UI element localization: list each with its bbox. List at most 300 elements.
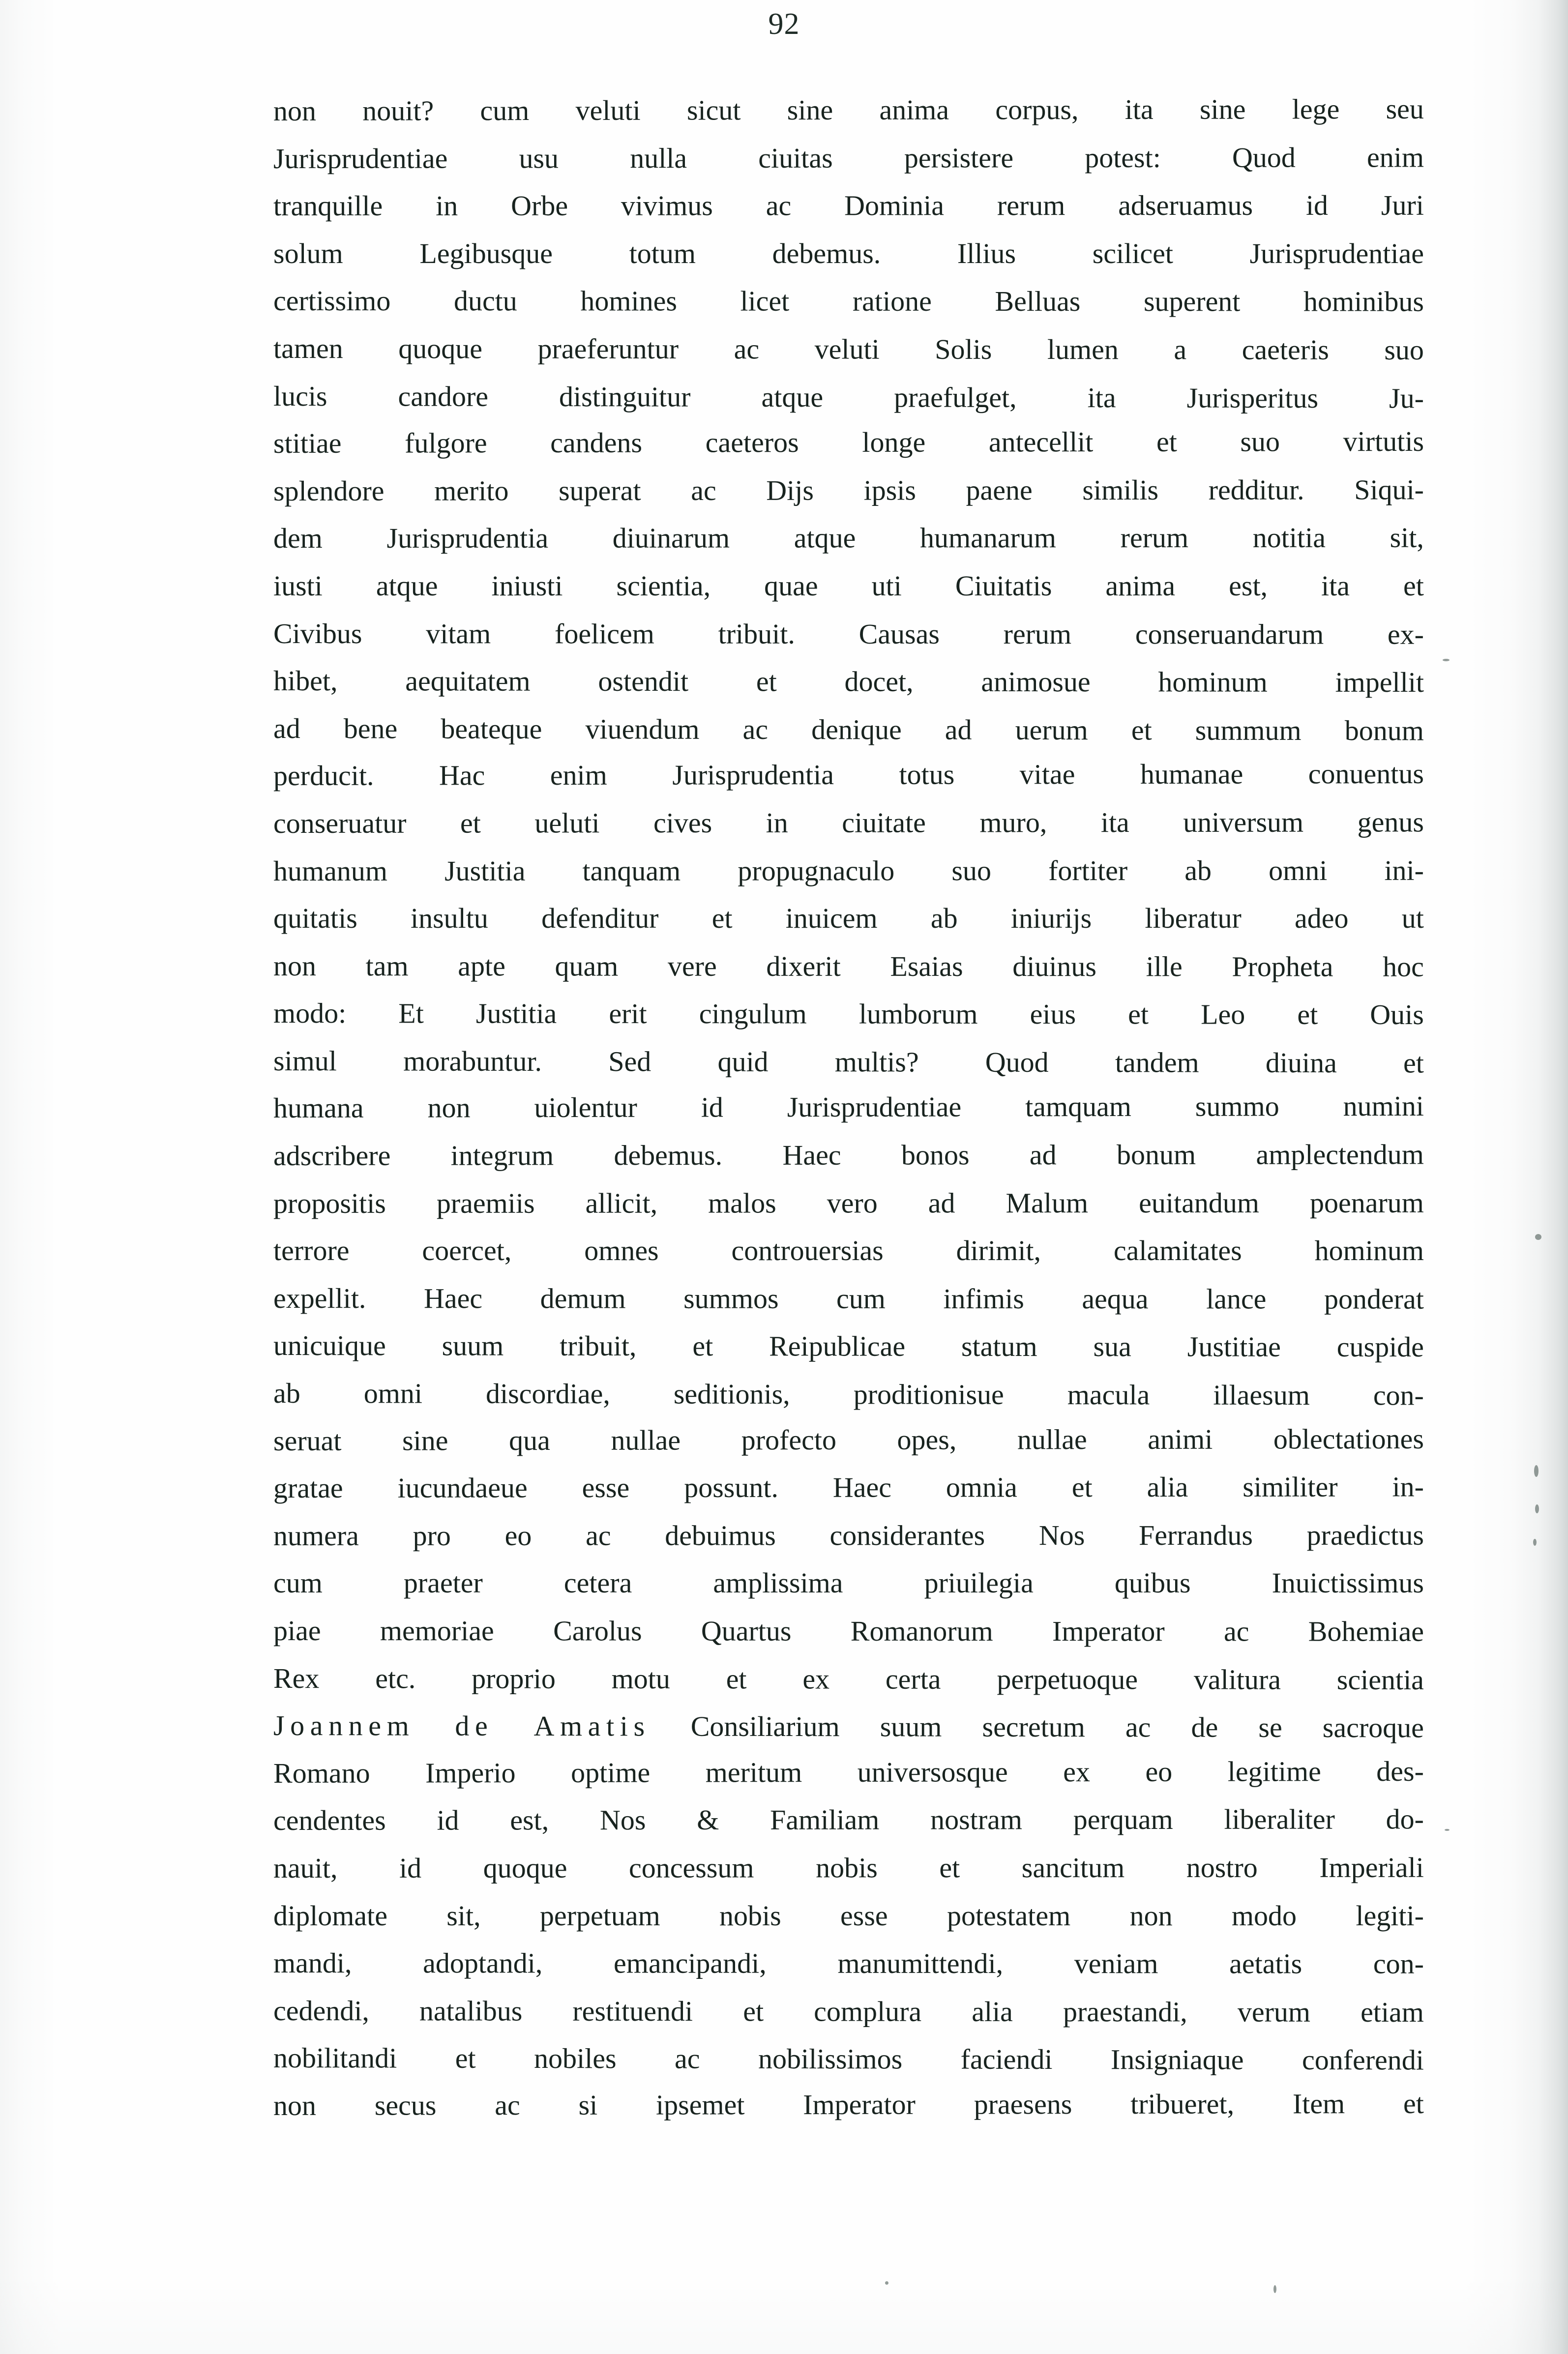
- text-line: [273, 1607, 1424, 1655]
- word: bonos: [901, 1139, 970, 1171]
- word: nobilissimos: [758, 2043, 903, 2075]
- word: adseruamus: [1118, 189, 1253, 222]
- word: debemus.: [772, 237, 881, 269]
- word: tam: [365, 949, 409, 982]
- word: totus: [899, 758, 955, 791]
- word: in: [436, 189, 458, 222]
- word: hominibus: [1303, 285, 1424, 318]
- word: insultu: [410, 902, 488, 935]
- word: longe: [862, 426, 926, 459]
- word: seruat: [273, 1424, 342, 1457]
- word: iucundaeue: [397, 1471, 528, 1504]
- word: denique: [811, 713, 902, 746]
- word: non: [273, 2089, 317, 2121]
- word: candore: [398, 380, 489, 412]
- word: cuspide: [1336, 1331, 1424, 1363]
- word: distinguitur: [559, 380, 691, 413]
- word: et: [1297, 999, 1318, 1031]
- word: id: [399, 1852, 422, 1884]
- word: ita: [1087, 381, 1116, 413]
- word: motu: [611, 1662, 670, 1695]
- text-line: [273, 1275, 1424, 1323]
- word: Belluas: [995, 285, 1081, 318]
- word: sacroque: [1322, 1711, 1424, 1744]
- word: non: [273, 949, 317, 982]
- word: aequitatem: [405, 665, 531, 697]
- word: conferendi: [1302, 2044, 1424, 2076]
- word: eius: [1030, 998, 1076, 1030]
- word: et: [692, 1330, 713, 1362]
- word: veluti: [575, 94, 641, 126]
- word: redditur.: [1208, 473, 1304, 506]
- word: sit,: [1390, 522, 1424, 554]
- word: uerum: [1015, 713, 1088, 746]
- word: faciendi: [960, 2043, 1053, 2076]
- word: Ferrandus: [1138, 1519, 1253, 1551]
- text-line: [273, 1415, 1424, 1465]
- word: uti: [871, 570, 902, 602]
- word: scientia,: [616, 569, 711, 602]
- word: dixerit: [766, 950, 841, 982]
- word: et: [460, 807, 481, 839]
- word: malos: [708, 1187, 776, 1219]
- text-line: [273, 277, 1424, 325]
- word: sancitum: [1021, 1852, 1125, 1884]
- word: Ouis: [1370, 999, 1424, 1031]
- word: allicit,: [585, 1187, 658, 1219]
- word: Joannem: [273, 1709, 415, 1742]
- word: docet,: [844, 665, 914, 698]
- word: fortiter: [1048, 854, 1128, 886]
- word: hoc: [1383, 950, 1424, 983]
- word: esse: [840, 1899, 888, 1932]
- word: scientia: [1336, 1663, 1424, 1696]
- word: priuilegia: [924, 1567, 1034, 1599]
- text-line: [273, 1987, 1424, 2036]
- word: et: [726, 1662, 747, 1695]
- word: omnes: [584, 1235, 659, 1267]
- word: ita: [1124, 93, 1154, 125]
- word: nullae: [611, 1424, 681, 1456]
- word: bene: [343, 712, 398, 745]
- text-line: [273, 1083, 1424, 1132]
- word: ac: [734, 333, 760, 365]
- word: erit: [609, 998, 647, 1030]
- word: muro,: [979, 806, 1047, 839]
- word: Imperator: [1052, 1615, 1165, 1648]
- word: et: [1403, 2087, 1424, 2119]
- text-line: [273, 1796, 1424, 1845]
- word: homines: [580, 285, 677, 317]
- word: iniusti: [491, 569, 563, 602]
- word: Amatis: [533, 1710, 651, 1742]
- word: vitam: [426, 617, 491, 649]
- word: qua: [509, 1424, 550, 1456]
- word: certissimo: [273, 285, 391, 317]
- text-line: [273, 1940, 1424, 1988]
- text-line: [273, 230, 1424, 278]
- text-line: [273, 1227, 1424, 1275]
- text-line: [273, 1892, 1424, 1940]
- scan-speck: [1534, 1465, 1538, 1477]
- word: quae: [764, 570, 818, 602]
- word: Causas: [858, 618, 940, 650]
- word: cingulum: [699, 998, 807, 1030]
- word: sit,: [446, 1899, 481, 1932]
- word: hominum: [1158, 666, 1268, 698]
- text-line: [273, 798, 1424, 847]
- word: dem: [273, 522, 323, 555]
- scan-speck: [1443, 659, 1450, 661]
- text-line: [273, 1370, 1424, 1419]
- word: complura: [814, 1995, 922, 2028]
- word: potestatem: [947, 1899, 1071, 1932]
- word: alia: [972, 1995, 1013, 2028]
- word: praefulget,: [894, 381, 1017, 413]
- word: rerum: [1120, 522, 1189, 554]
- word: Quod: [985, 1046, 1049, 1078]
- word: valitura: [1193, 1663, 1281, 1696]
- word: ac: [495, 2089, 520, 2121]
- word: stitiae: [273, 427, 342, 460]
- word: considerantes: [829, 1519, 985, 1552]
- word: sine: [1199, 93, 1246, 125]
- word: nouit?: [362, 94, 434, 127]
- word: quam: [555, 950, 619, 982]
- word: suum: [880, 1710, 942, 1743]
- word: et: [1071, 1471, 1093, 1503]
- word: oblectationes: [1273, 1422, 1424, 1455]
- word: omni: [363, 1377, 423, 1410]
- word: ratione: [852, 285, 932, 318]
- word: cetera: [563, 1567, 632, 1599]
- word: non: [427, 1091, 471, 1124]
- word: rerum: [997, 189, 1065, 222]
- word: Propheta: [1232, 950, 1333, 983]
- text-line: [273, 1131, 1424, 1179]
- word: humanarum: [919, 522, 1057, 554]
- word: ad: [273, 712, 300, 744]
- word: discordiae,: [485, 1377, 610, 1410]
- word: Malum: [1006, 1186, 1089, 1219]
- word: Rex: [273, 1662, 320, 1694]
- text-line: [273, 942, 1424, 991]
- text-line: [273, 1748, 1424, 1797]
- word: Juri: [1381, 189, 1424, 222]
- word: ac: [691, 474, 716, 506]
- word: Imperiali: [1319, 1851, 1424, 1883]
- word: Quod: [1232, 141, 1296, 174]
- word: et: [1131, 714, 1152, 746]
- word: fulgore: [405, 427, 487, 459]
- word: apte: [458, 949, 505, 982]
- word: et: [1128, 998, 1149, 1030]
- word: cum: [273, 1567, 323, 1599]
- word: hibet,: [273, 665, 338, 697]
- word: con-: [1373, 1947, 1424, 1980]
- word: ab: [930, 902, 958, 935]
- word: meritum: [705, 1756, 802, 1789]
- word: persistere: [904, 141, 1014, 174]
- word: impellit: [1335, 666, 1424, 699]
- word: praedictus: [1306, 1519, 1424, 1551]
- word: amplissima: [713, 1567, 843, 1599]
- word: statum: [961, 1330, 1037, 1363]
- word: si: [578, 2089, 598, 2121]
- word: simul: [273, 1044, 337, 1077]
- word: tribuit.: [718, 618, 795, 650]
- word: Et: [398, 997, 424, 1030]
- word: non: [1129, 1899, 1173, 1932]
- word: lumborum: [858, 998, 978, 1030]
- word: Insigniaque: [1110, 2043, 1244, 2076]
- word: atque: [761, 381, 824, 413]
- word: adeo: [1295, 902, 1349, 935]
- word: scilicet: [1092, 237, 1173, 269]
- word: hominum: [1314, 1235, 1424, 1267]
- word: Romano: [273, 1757, 370, 1789]
- word: Quartus: [701, 1615, 792, 1647]
- text-line: [273, 86, 1424, 135]
- body-text-block: [273, 88, 1424, 2130]
- word: seditionis,: [673, 1378, 790, 1411]
- word: anima: [1105, 570, 1176, 602]
- word: Esaias: [890, 950, 963, 982]
- word: de: [455, 1709, 494, 1742]
- word: atque: [376, 569, 438, 602]
- word: emancipandi,: [613, 1947, 767, 1979]
- text-line: [273, 1702, 1424, 1752]
- word: superat: [559, 474, 641, 507]
- word: a: [1174, 333, 1187, 366]
- word: Inuictissimus: [1272, 1567, 1424, 1599]
- word: ostendit: [598, 665, 689, 698]
- scan-speck: [885, 2281, 888, 2285]
- word: memoriae: [380, 1615, 494, 1647]
- word: praestandi,: [1063, 1995, 1187, 2028]
- text-line: [273, 1512, 1424, 1560]
- word: illaesum: [1213, 1379, 1310, 1412]
- word: in-: [1392, 1471, 1424, 1503]
- word: genus: [1357, 806, 1424, 838]
- word: sicut: [686, 94, 741, 126]
- word: vivimus: [621, 189, 713, 222]
- word: legitime: [1227, 1755, 1321, 1788]
- word: manumittendi,: [837, 1947, 1004, 1980]
- word: eo: [504, 1519, 532, 1552]
- word: praeter: [403, 1567, 483, 1599]
- word: eo: [1145, 1755, 1173, 1788]
- word: beateque: [441, 712, 542, 745]
- word: est,: [1229, 570, 1268, 602]
- word: Leo: [1201, 998, 1245, 1030]
- word: Siqui-: [1354, 473, 1424, 506]
- text-line: [273, 705, 1424, 755]
- word: ab: [273, 1377, 300, 1410]
- word: ad: [928, 1186, 955, 1219]
- word: similiter: [1243, 1471, 1338, 1503]
- word: et: [1403, 1047, 1424, 1079]
- word: controuersias: [731, 1235, 884, 1267]
- word: et: [939, 1852, 960, 1884]
- word: est,: [510, 1804, 549, 1836]
- word: verum: [1237, 1996, 1311, 2028]
- text-line: [273, 134, 1424, 182]
- word: potest:: [1085, 141, 1161, 174]
- word: ductu: [453, 285, 517, 317]
- word: etiam: [1361, 1996, 1424, 2028]
- word: des-: [1376, 1755, 1424, 1787]
- text-line: [273, 373, 1424, 422]
- scan-speck: [1273, 2285, 1276, 2293]
- word: inuicem: [785, 902, 878, 935]
- word: dirimit,: [956, 1235, 1041, 1267]
- word: amplectendum: [1256, 1138, 1424, 1171]
- text-line: [273, 1179, 1424, 1227]
- word: Jurisprudentiae: [1249, 237, 1424, 269]
- word: modo: [1231, 1899, 1297, 1932]
- word: ac: [742, 713, 769, 745]
- word: lege: [1292, 93, 1340, 125]
- word: optime: [571, 1756, 651, 1789]
- word: veluti: [814, 333, 880, 365]
- word: iniurijs: [1010, 902, 1092, 935]
- word: perducit.: [273, 759, 374, 792]
- word: ciuitate: [842, 806, 926, 839]
- word: ut: [1401, 902, 1424, 935]
- word: propositis: [273, 1187, 386, 1219]
- word: bonum: [1344, 714, 1424, 747]
- word: liberatur: [1145, 902, 1242, 935]
- word: paene: [966, 473, 1033, 506]
- word: summo: [1195, 1090, 1279, 1123]
- word: suo: [951, 854, 992, 886]
- text-line: [273, 466, 1424, 515]
- text-line: [273, 562, 1424, 610]
- word: animi: [1148, 1423, 1213, 1455]
- word: et: [1403, 570, 1424, 602]
- word: diuina: [1265, 1046, 1337, 1079]
- word: Familiam: [770, 1803, 880, 1836]
- word: ciuitas: [758, 142, 833, 174]
- word: diplomate: [273, 1899, 387, 1932]
- word: Nos: [599, 1804, 646, 1836]
- word: de: [1191, 1711, 1218, 1743]
- word: Haec: [782, 1139, 841, 1171]
- word: humanum: [273, 854, 388, 887]
- word: vero: [827, 1187, 878, 1219]
- word: Ciuitatis: [955, 570, 1052, 602]
- word: id: [701, 1091, 723, 1123]
- word: humanae: [1140, 758, 1243, 791]
- word: coercet,: [422, 1235, 512, 1267]
- word: Romanorum: [850, 1615, 993, 1648]
- word: calamitates: [1113, 1235, 1242, 1267]
- word: iusti: [273, 569, 323, 602]
- word: totum: [629, 237, 696, 269]
- text-line: [273, 1844, 1424, 1892]
- word: praeferuntur: [537, 332, 679, 365]
- word: Jurisprudentia: [672, 759, 834, 791]
- text-line: [273, 657, 1424, 706]
- word: quoque: [483, 1852, 567, 1884]
- word: virtutis: [1343, 425, 1424, 458]
- word: licet: [740, 285, 790, 318]
- word: numini: [1343, 1090, 1424, 1122]
- word: Justitia: [444, 854, 526, 887]
- text-line: [273, 610, 1424, 658]
- page-number: 92: [768, 7, 800, 41]
- word: caeteris: [1242, 333, 1329, 366]
- word: id: [437, 1804, 459, 1836]
- word: ueluti: [534, 807, 600, 839]
- word: ad: [1029, 1139, 1057, 1171]
- word: Justitia: [475, 997, 557, 1030]
- word: notitia: [1252, 522, 1326, 554]
- word: poenarum: [1309, 1186, 1424, 1219]
- word: nullae: [1017, 1423, 1087, 1455]
- word: praesens: [974, 2088, 1072, 2120]
- word: diuinarum: [612, 522, 730, 554]
- word: similis: [1082, 473, 1159, 506]
- word: cendentes: [273, 1804, 386, 1837]
- word: et: [711, 902, 733, 935]
- word: ini-: [1384, 854, 1424, 886]
- word: aetatis: [1229, 1947, 1302, 1980]
- right-scan-shadow: [1465, 0, 1568, 2354]
- word: Reipublicae: [769, 1330, 906, 1363]
- text-line: [273, 1037, 1424, 1087]
- word: expellit.: [273, 1282, 366, 1314]
- word: suo: [1240, 425, 1280, 458]
- word: vere: [667, 950, 717, 982]
- word: sine: [787, 94, 833, 126]
- word: tamen: [273, 332, 343, 365]
- text-line: [273, 182, 1424, 230]
- word: merito: [434, 474, 509, 507]
- word: enim: [550, 759, 607, 792]
- word: defenditur: [541, 902, 659, 935]
- word: multis?: [834, 1046, 919, 1078]
- scan-speck: [1535, 1234, 1541, 1240]
- word: Civibus: [273, 617, 362, 649]
- word: viuendum: [585, 712, 700, 745]
- word: Item: [1292, 2088, 1345, 2120]
- word: Sed: [608, 1045, 651, 1078]
- word: summos: [683, 1282, 779, 1315]
- word: quitatis: [273, 902, 357, 935]
- word: esse: [582, 1471, 630, 1504]
- word: debemus.: [614, 1139, 723, 1172]
- word: nostram: [930, 1803, 1023, 1836]
- word: Dominia: [844, 189, 945, 222]
- word: bonum: [1116, 1138, 1196, 1171]
- word: adscribere: [273, 1139, 391, 1172]
- word: Illius: [957, 237, 1016, 269]
- word: nulla: [630, 142, 687, 174]
- word: conseruatur: [273, 807, 407, 839]
- word: tamquam: [1025, 1090, 1131, 1123]
- word: tribueret,: [1130, 2088, 1235, 2120]
- word: do-: [1386, 1803, 1424, 1835]
- word: summum: [1195, 714, 1302, 746]
- word: animosue: [981, 666, 1091, 698]
- word: macula: [1067, 1379, 1150, 1411]
- word: tribuit,: [560, 1330, 637, 1362]
- word: quoque: [398, 332, 483, 365]
- word: conuentus: [1308, 758, 1424, 790]
- text-line: [273, 1322, 1424, 1371]
